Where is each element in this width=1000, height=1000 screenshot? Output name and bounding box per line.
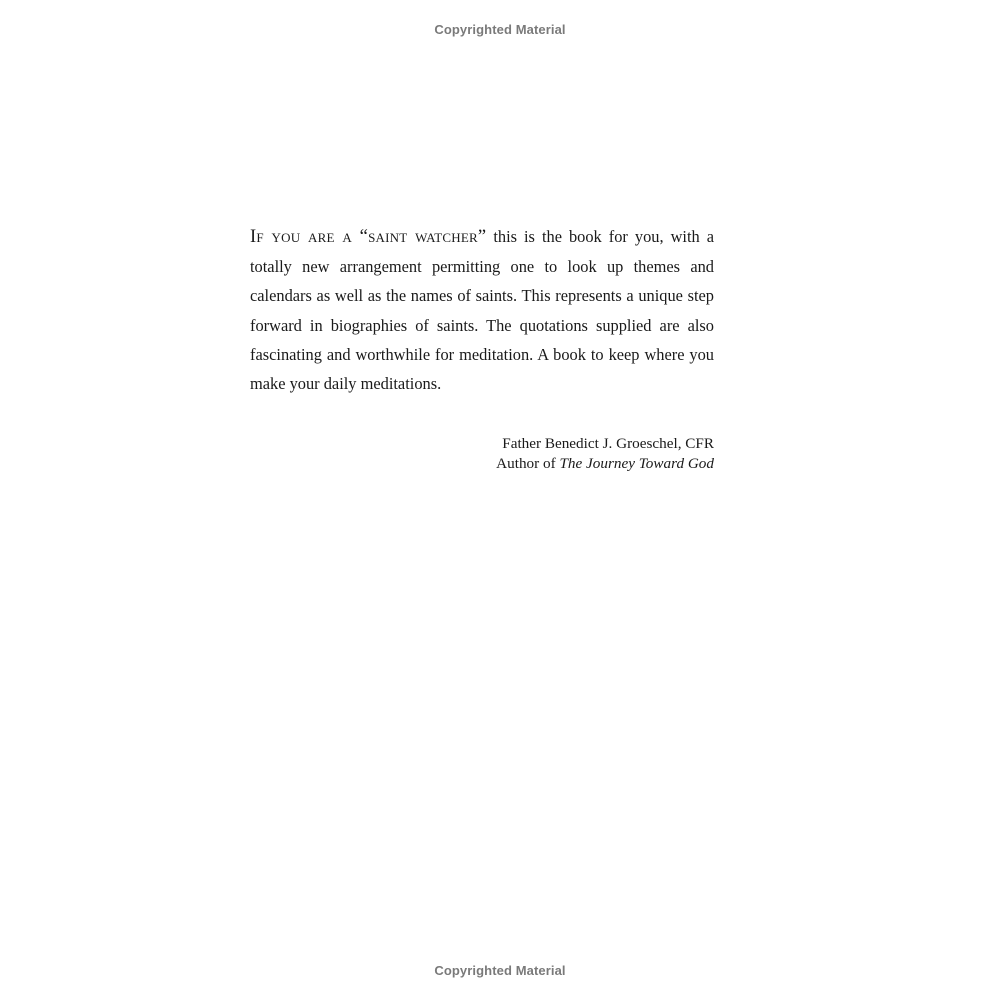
attribution-name: Father Benedict J. Groeschel, CFR <box>502 435 714 452</box>
attribution-book-title: The Journey Toward God <box>559 455 714 472</box>
copyright-watermark-bottom: Copyrighted Material <box>434 963 566 978</box>
blurb-body-text: this is the book for you, with a totally new arrangement permitting one to look up themes and calendars as well as the names of saints. This represents a unique step forward in biographies of saints. The quotations supplied are also fascinating and worthwhile for meditation. A book to keep where you make your daily meditations. <box>250 227 714 394</box>
attribution-book-line <box>250 454 714 474</box>
attribution-author-prefix: Author of <box>496 455 560 472</box>
blurb-lead-small-caps: If you are a “saint watcher” <box>250 227 487 247</box>
copyright-watermark-top: Copyrighted Material <box>434 22 566 37</box>
endorsement-attribution <box>250 434 714 474</box>
endorsement-blurb <box>250 222 714 398</box>
